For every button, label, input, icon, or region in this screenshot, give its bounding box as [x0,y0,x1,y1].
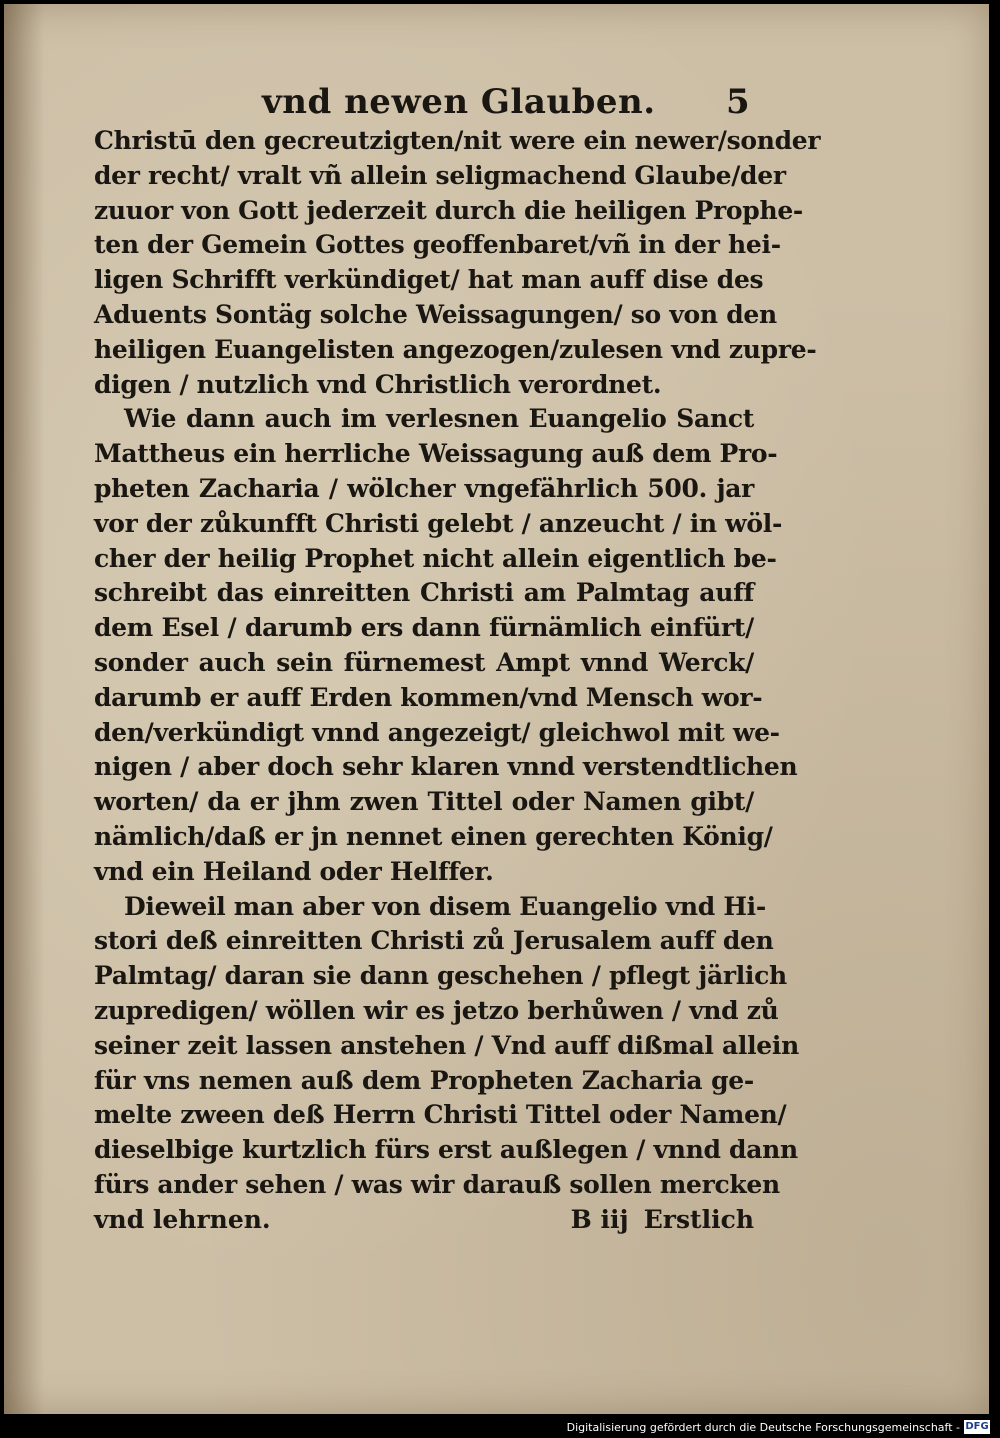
text-line: sonder auch sein fürnemest Ampt vnnd Werck/ [94,647,754,677]
signature-mark: B iij [570,1204,629,1234]
dfg-logo: DFG [965,1421,989,1432]
paragraph-start-line: Dieweil man aber von disem Euangelio vnd Hi- [124,891,766,921]
text-line: digen / nutzlich vnd Christlich verordnet. [94,369,662,399]
text-line: ligen Schrifft verkündiget/ hat man auff dise des [94,265,764,295]
text-line: ten der Gemein Gottes geoffenbaret/vñ in der hei- [94,230,781,260]
text-line: den/verkündigt vnnd angezeigt/ gleichwol mit we- [94,717,780,747]
text-line: stori deß einreitten Christi zů Jerusalem auff den [94,926,774,956]
text-line: zuuor von Gott jederzeit durch die heiligen Prophe- [94,195,804,225]
gutter-shadow [4,4,44,1414]
text-line: zupredigen/ wöllen wir es jetzo berhůwen / vnd zů [94,995,779,1025]
text-line: nigen / aber doch sehr klaren vnnd verstendtlichen [94,752,798,782]
text-line: cher der heilig Prophet nicht allein eigentlich be- [94,543,777,573]
text-line: heiligen Euangelisten angezogen/zulesen vnd zupre- [94,334,817,364]
text-line: fürs ander sehen / was wir darauß sollen mercken [94,1169,780,1199]
text-line: Aduents Sontäg solche Weissagungen/ so von den [94,299,777,329]
text-line: Palmtag/ daran sie dann geschehen / pflegt järlich [94,961,787,991]
text-line: vnd ein Heiland oder Helffer. [94,856,494,886]
text-line: für vns nemen auß dem Propheten Zacharia ge- [94,1065,754,1095]
final-text: vnd lehrnen. [94,1204,271,1234]
page-foot-line [94,1203,754,1238]
text-line: pheten Zacharia / wölcher vngefährlich 500. jar [94,473,754,503]
text-line: seiner zeit lassen anstehen / Vnd auff dißmal allein [94,1030,799,1060]
catchword: Erstlich [643,1204,754,1234]
text-line: schreibt das einreitten Christi am Palmtag auff [94,578,754,608]
page-number: 5 [726,82,750,122]
text-line: darumb er auff Erden kommen/vnd Mensch wor- [94,682,763,712]
text-line: der recht/ vralt vñ allein seligmachend Glaube/der [94,160,786,190]
body-text [94,124,821,1238]
text-line: Christū den gecreutzigten/nit were ein newer/sonder [94,126,821,155]
text-line: vor der zůkunfft Christi gelebt / anzeucht / in wöl- [94,508,783,538]
digitization-credit: Digitalisierung gefördert durch die Deutsche Forschungsgemeinschaft - [566,1421,960,1434]
text-line: nämlich/daß er jn nennet einen gerechten König/ [94,821,773,851]
paragraph-start-line: Wie dann auch im verlesnen Euangelio Sanct [124,404,754,434]
text-line: worten/ da er jhm zwen Tittel oder Namen gibt/ [94,787,754,817]
text-line: Mattheus ein herrliche Weissagung auß dem Pro- [94,439,778,469]
running-head: vnd newen Glauben. [262,82,656,122]
text-line: dieselbige kurtzlich fürs erst außlegen / vnnd dann [94,1135,798,1165]
text-line: melte zween deß Herrn Christi Tittel oder Namen/ [94,1100,787,1130]
book-page [4,4,989,1414]
text-line: dem Esel / darumb ers dann fürnämlich einfürt/ [94,613,754,643]
